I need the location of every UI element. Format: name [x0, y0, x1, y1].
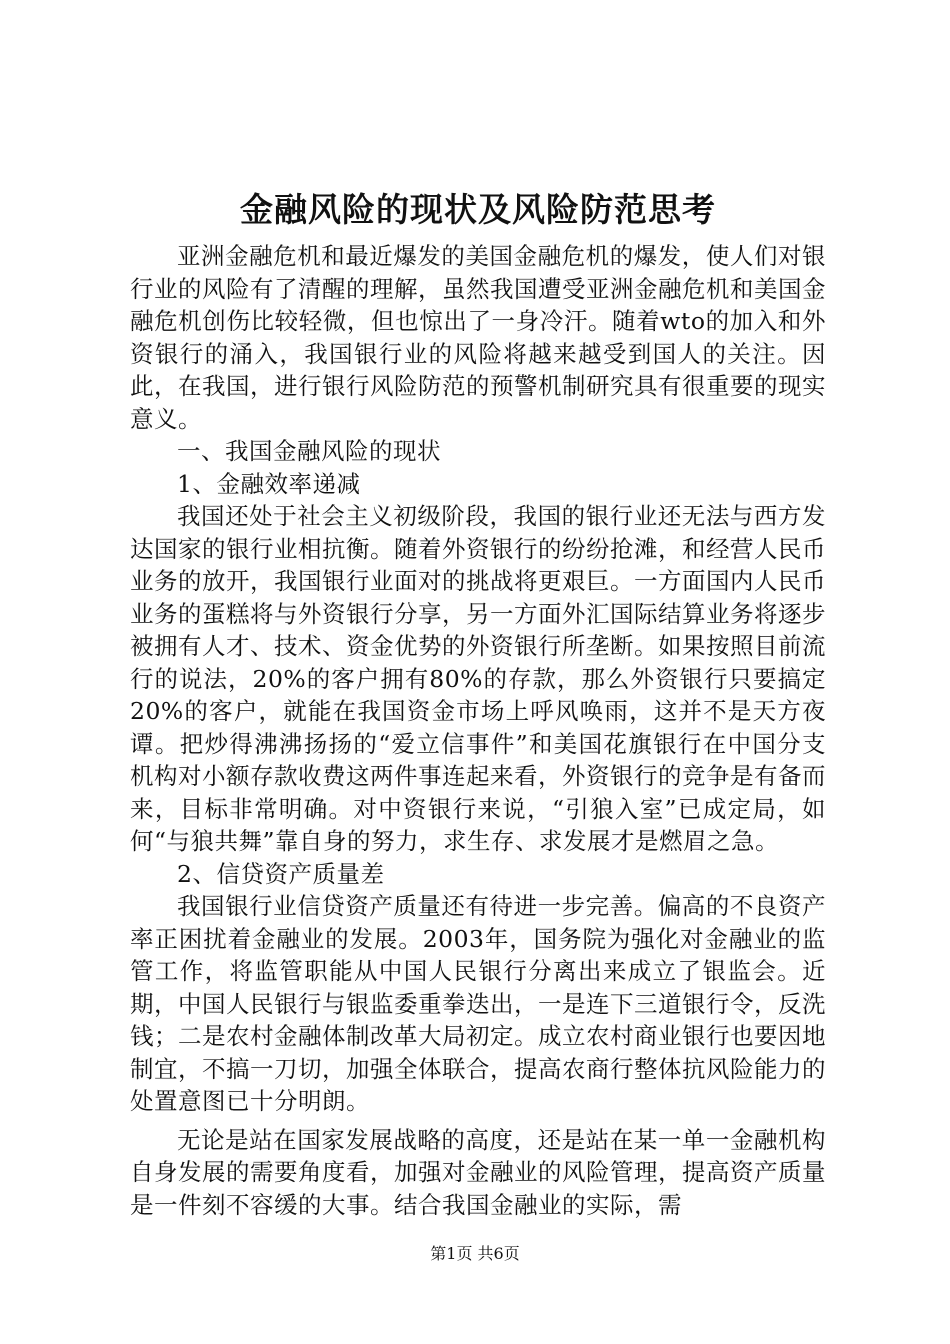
paragraph-intro: 亚洲金融危机和最近爆发的美国金融危机的爆发，使人们对银行业的风险有了清醒的理解，虽然我国遭受亚洲金融危机和美国金融危机创伤比较轻微，但也惊出了一身冷汗。随着wto的加入和外资银行的涌入，我国银行业的风险将越来越受到国人的关注。因此，在我国，进行银行风险防范的预警机制研究具有很重要的现实意义。 [130, 242, 826, 433]
document-title: 金融风险的现状及风险防范思考 [240, 190, 716, 229]
paragraph-risk-management: 无论是站在国家发展战略的高度，还是站在某一单一金融机构自身发展的需要角度看，加强对金融业的风险管理，提高资产质量是一件刻不容缓的大事。结合我国金融业的实际，需 [130, 1125, 826, 1219]
subsection-heading-2: 2、信贷资产质量差 [177, 859, 385, 888]
page-number-footer: 第1页 共6页 [430, 1244, 520, 1263]
section-heading-1: 一、我国金融风险的现状 [177, 437, 441, 465]
document-page [130, 186, 826, 1221]
paragraph-efficiency: 我国还处于社会主义初级阶段，我国的银行业还无法与西方发达国家的银行业相抗衡。随着外资银行的纷纷抢滩，和经营人民币业务的放开，我国银行业面对的挑战将更艰巨。一方面国内人民币业务的蛋糕将与外资银行分享，另一方面外汇国际结算业务将逐步被拥有人才、技术、资金优势的外资银行所垄断。如果按照目前流行的说法，20%的客户拥有80%的存款，那么外资银行只要搞定20%的客户，就能在我国资金市场上呼风唤雨，这并不是天方夜谭。把炒得沸沸扬扬的“爱立信事件”和美国花旗银行在中国分支机构对小额存款收费这两件事连起来看，外资银行的竞争是有备而来，目标非常明确。对中资银行来说，“引狼入室”已成定局，如何“与狼共舞”靠自身的努力，求生存、求发展才是燃眉之急。 [130, 502, 826, 855]
paragraph-credit-quality: 我国银行业信贷资产质量还有待进一步完善。偏高的不良资产率正困扰着金融业的发展。2003年，国务院为强化对金融业的监管工作，将监管职能从中国人民银行分离出来成立了银监会。近期，中国人民银行与银监委重拳迭出，一是连下三道银行令，反洗钱；二是农村金融体制改革大局初定。成立农村商业银行也要因地制宜，不搞一刀切，加强全体联合，提高农商行整体抗风险能力的处置意图已十分明朗。 [130, 892, 826, 1115]
subsection-heading-1: 1、金融效率递减 [177, 469, 361, 498]
